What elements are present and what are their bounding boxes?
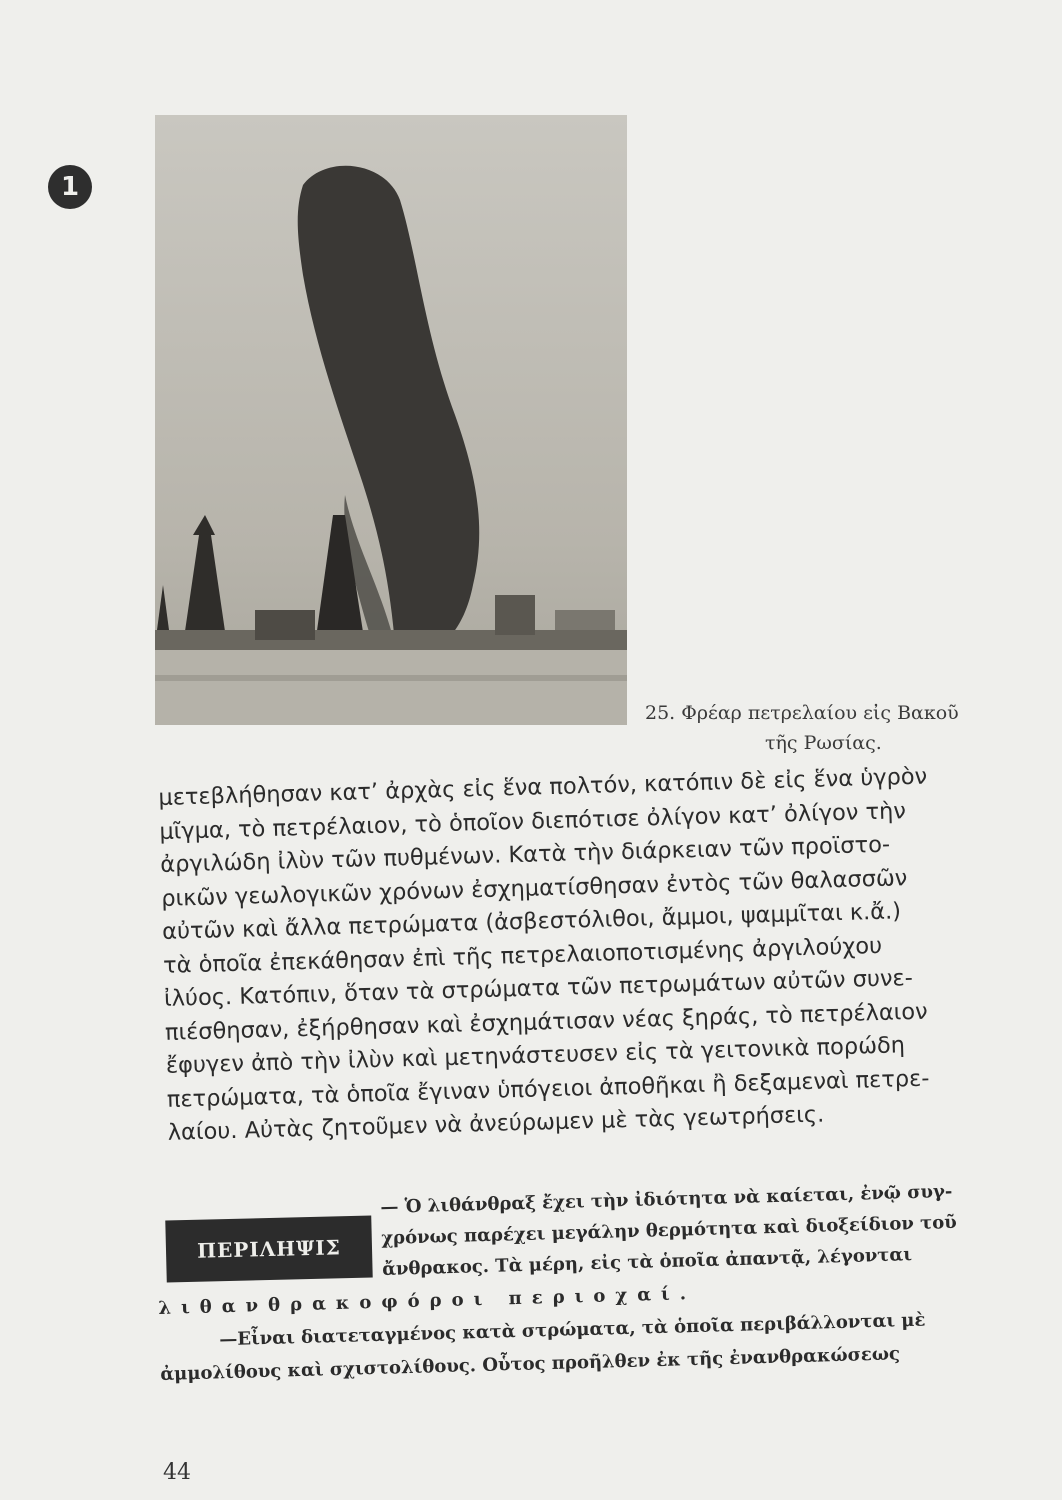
text-line: ἀργιλώδη ἰλὺν τῶν πυθμένων. Κατὰ τὴν διάρκειαν τῶν προϊστο-	[159, 831, 891, 878]
summary-line: ἄνθρακος. Τὰ μέρη, εἰς τὰ ὁποῖα ἀπαντᾷ, λέγονται	[381, 1244, 913, 1280]
text-line: ἔφυγεν ἀπὸ τὴν ἰλὺν καὶ μετηνάστευσεν εἰς τὰ γειτονικὰ πορώδη	[165, 1032, 906, 1079]
text-line: ρικῶν γεωλογικῶν χρόνων ἐσχηματίσθησαν ἐντὸς τῶν θαλασσῶν	[160, 864, 908, 912]
caption-line: 25. Φρέαρ πετρελαίου εἰς Βακοῦ	[645, 702, 959, 724]
summary-line: —Εἶναι διατεταγμένος κατὰ στρώματα, τὰ ὁποῖα περιβάλλονται μὲ	[219, 1309, 926, 1351]
summary-spaced-term: λιθανθρακοφόροι περιοχαί.	[158, 1282, 697, 1319]
page-number: 44	[163, 1460, 191, 1485]
text-line: αὐτῶν καὶ ἄλλα πετρώματα (ἀσβεστόλιθοι, ἄμμοι, ψαμμῖται κ.ἄ.)	[161, 898, 902, 945]
text-line: πιέσθησαν, ἐξήρθησαν καὶ ἐσχημάτισαν νέας ξηράς, τὸ πετρέλαιον	[164, 998, 928, 1046]
text-line: πετρώματα, τὰ ὁποῖα ἔγιναν ὑπόγειοι ἀποθῆκαι ἢ δεξαμεναὶ πετρε-	[166, 1065, 930, 1113]
figure-caption	[645, 698, 995, 758]
caption-line: τῆς Ρωσίας.	[765, 732, 882, 754]
section-number: 1	[60, 172, 80, 202]
summary-heading-box	[165, 1215, 372, 1282]
body-paragraph	[158, 758, 1018, 1150]
oil-gusher-photo	[155, 115, 627, 725]
summary-line: χρόνως παρέχει μεγάλην θερμότητα καὶ διοξείδιον τοῦ	[381, 1211, 958, 1249]
text-line: μῖγμα, τὸ πετρέλαιον, τὸ ὁποῖον διεπότισε ὀλίγον κατ’ ὀλίγον τὴν	[159, 797, 907, 845]
section-number-badge	[48, 165, 92, 209]
text-line: τὰ ὁποῖα ἐπεκάθησαν ἐπὶ τῆς πετρελαιοποτισμένης ἀργιλούχου	[162, 932, 883, 979]
summary-continuation	[158, 1268, 1020, 1391]
summary-paragraph	[380, 1174, 1022, 1285]
summary-heading: ΠΕΡΙΛΗΨΙΣ	[196, 1235, 342, 1263]
summary-line: — Ὁ λιθάνθραξ ἔχει τὴν ἰδιότητα νὰ καίεται, ἐνῷ συγ-	[380, 1181, 953, 1218]
text-line: ἰλύος. Κατόπιν, ὅταν τὰ στρώματα τῶν πετρωμάτων αὐτῶν συνε-	[163, 965, 914, 1012]
summary-line: ἀμμολίθους καὶ σχιστολίθους. Οὗτος προῆλθεν ἐκ τῆς ἐνανθρακώσεως	[160, 1343, 901, 1385]
text-line: μετεβλήθησαν κατ’ ἀρχὰς εἰς ἕνα πολτόν, κατόπιν δὲ εἰς ἕνα ὑγρὸν	[158, 763, 928, 811]
text-line: λαίου. Αὐτὰς ζητοῦμεν νὰ ἀνεύρωμεν μὲ τὰς γεωτρήσεις.	[167, 1101, 825, 1146]
